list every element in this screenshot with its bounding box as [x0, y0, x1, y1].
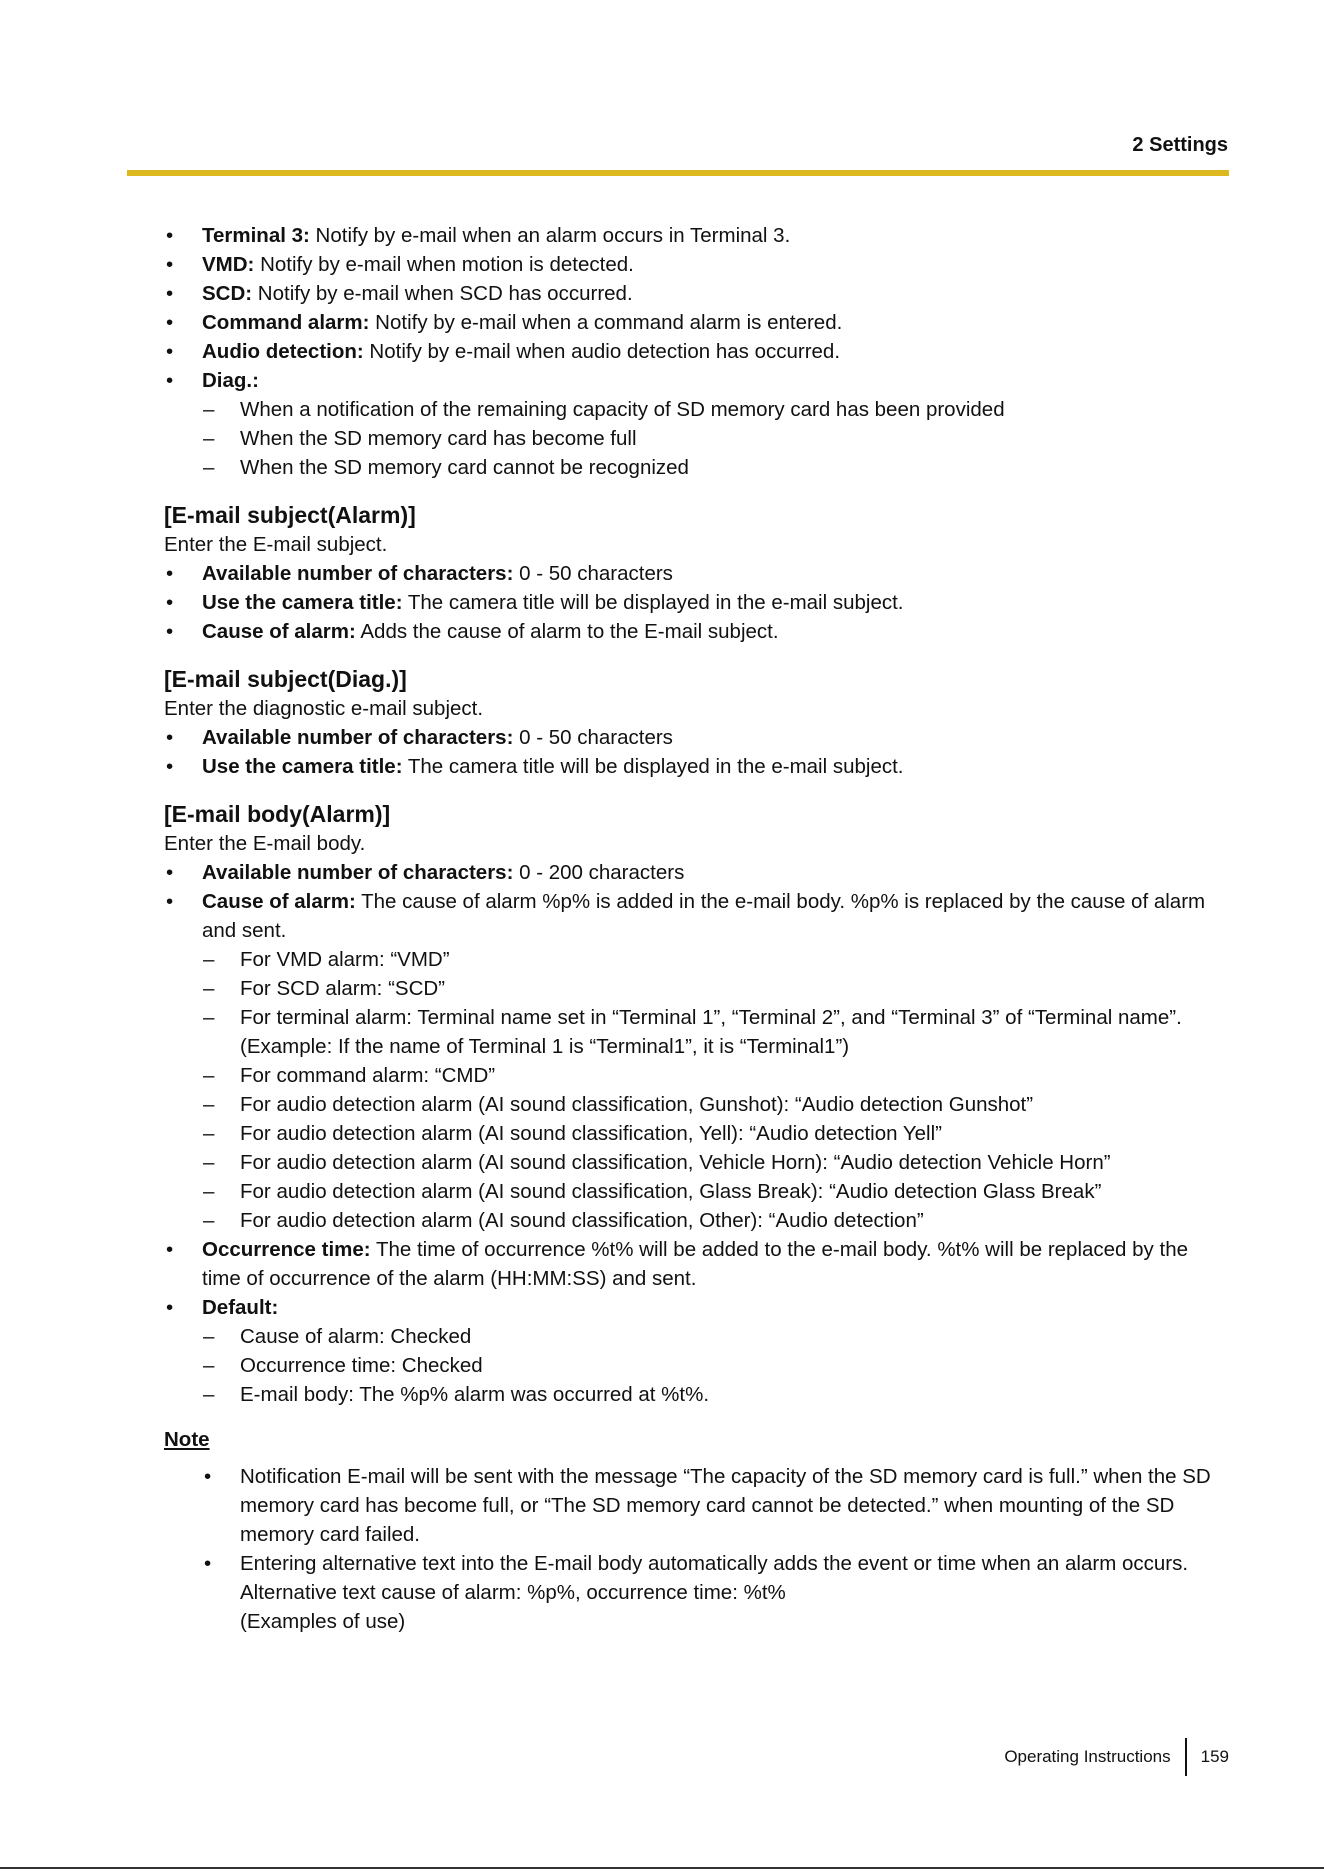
list-item: • Default:	[164, 1293, 1230, 1322]
sub-list-item: – Cause of alarm: Checked	[164, 1322, 1230, 1351]
sub-list-item: – For VMD alarm: “VMD”	[164, 945, 1230, 974]
list-item: • Cause of alarm: The cause of alarm %p% is added in the e-mail body. %p% is replaced by the cause of alarm and sent.	[164, 887, 1230, 945]
note-item: • Entering alternative text into the E-mail body automatically adds the event or time when an alarm occurs.	[164, 1549, 1230, 1578]
sub-list-item: – When the SD memory card cannot be recognized	[164, 453, 1230, 482]
section-title-subject-alarm: [E-mail subject(Alarm)]	[164, 502, 416, 528]
footer-divider	[1185, 1738, 1187, 1776]
page-footer	[1004, 1738, 1229, 1776]
sub-list-item: – For audio detection alarm (AI sound classification, Yell): “Audio detection Yell”	[164, 1119, 1230, 1148]
sub-list-item: – For terminal alarm: Terminal name set in “Terminal 1”, “Terminal 2”, and “Terminal 3” of “Terminal name”. (Example: If the name of Terminal 1 is “Terminal1”, it is “Terminal1”)	[164, 1003, 1230, 1061]
sub-list-item: – For audio detection alarm (AI sound classification, Vehicle Horn): “Audio detection Vehicle Horn”	[164, 1148, 1230, 1177]
list-item: • Diag.:	[164, 366, 1230, 395]
section-title-subject-diag: [E-mail subject(Diag.)]	[164, 666, 407, 692]
sub-list-item: – For SCD alarm: “SCD”	[164, 974, 1230, 1003]
page-content	[164, 221, 1230, 1636]
alarm-type-list	[164, 221, 1230, 482]
sub-list-item: – For audio detection alarm (AI sound classification, Glass Break): “Audio detection Glass Break”	[164, 1177, 1230, 1206]
section-header: 2 Settings	[1132, 134, 1228, 156]
page-number: 159	[1200, 1747, 1229, 1766]
list-item: • Occurrence time: The time of occurrence %t% will be added to the e-mail body. %t% will be replaced by the time of occurrence of the alarm (HH:MM:SS) and sent.	[164, 1235, 1230, 1293]
sub-list-item: – Occurrence time: Checked	[164, 1351, 1230, 1380]
list-item: • Available number of characters: 0 - 50 characters	[164, 723, 1230, 752]
sub-list-item: – For command alarm: “CMD”	[164, 1061, 1230, 1090]
note-heading: Note	[164, 1428, 210, 1451]
list-item: • Cause of alarm: Adds the cause of alarm to the E-mail subject.	[164, 617, 1230, 646]
bottom-edge-line	[0, 1867, 1324, 1869]
sub-list-item: – E-mail body: The %p% alarm was occurred at %t%.	[164, 1380, 1230, 1409]
list-item: • VMD: Notify by e-mail when motion is detected.	[164, 250, 1230, 279]
sub-list-item: – When a notification of the remaining capacity of SD memory card has been provided	[164, 395, 1230, 424]
sub-list-item: – When the SD memory card has become full	[164, 424, 1230, 453]
section-intro: Enter the E-mail body.	[164, 832, 366, 855]
section-intro: Enter the diagnostic e-mail subject.	[164, 697, 484, 720]
note-item: • Notification E-mail will be sent with the message “The capacity of the SD memory card is full.” when the SD memory card has become full, or “The SD memory card cannot be detected.” when mounting of the SD memory card failed.	[164, 1462, 1230, 1549]
sub-list-item: – For audio detection alarm (AI sound classification, Gunshot): “Audio detection Gunshot”	[164, 1090, 1230, 1119]
note-item-line: Alternative text cause of alarm: %p%, occurrence time: %t%	[240, 1581, 786, 1604]
document-title: Operating Instructions	[1004, 1747, 1171, 1766]
list-item: • SCD: Notify by e-mail when SCD has occurred.	[164, 279, 1230, 308]
list-item: • Audio detection: Notify by e-mail when audio detection has occurred.	[164, 337, 1230, 366]
list-item: • Terminal 3: Notify by e-mail when an alarm occurs in Terminal 3.	[164, 221, 1230, 250]
sub-list-item: – For audio detection alarm (AI sound classification, Other): “Audio detection”	[164, 1206, 1230, 1235]
list-item: • Available number of characters: 0 - 200 characters	[164, 858, 1230, 887]
section-title-body-alarm: [E-mail body(Alarm)]	[164, 801, 391, 827]
list-item: • Use the camera title: The camera title will be displayed in the e-mail subject.	[164, 588, 1230, 617]
list-item: • Command alarm: Notify by e-mail when a command alarm is entered.	[164, 308, 1230, 337]
list-item: • Use the camera title: The camera title will be displayed in the e-mail subject.	[164, 752, 1230, 781]
note-item-line: (Examples of use)	[240, 1610, 406, 1633]
section-intro: Enter the E-mail subject.	[164, 533, 388, 556]
header-rule	[127, 170, 1229, 176]
list-item: • Available number of characters: 0 - 50 characters	[164, 559, 1230, 588]
